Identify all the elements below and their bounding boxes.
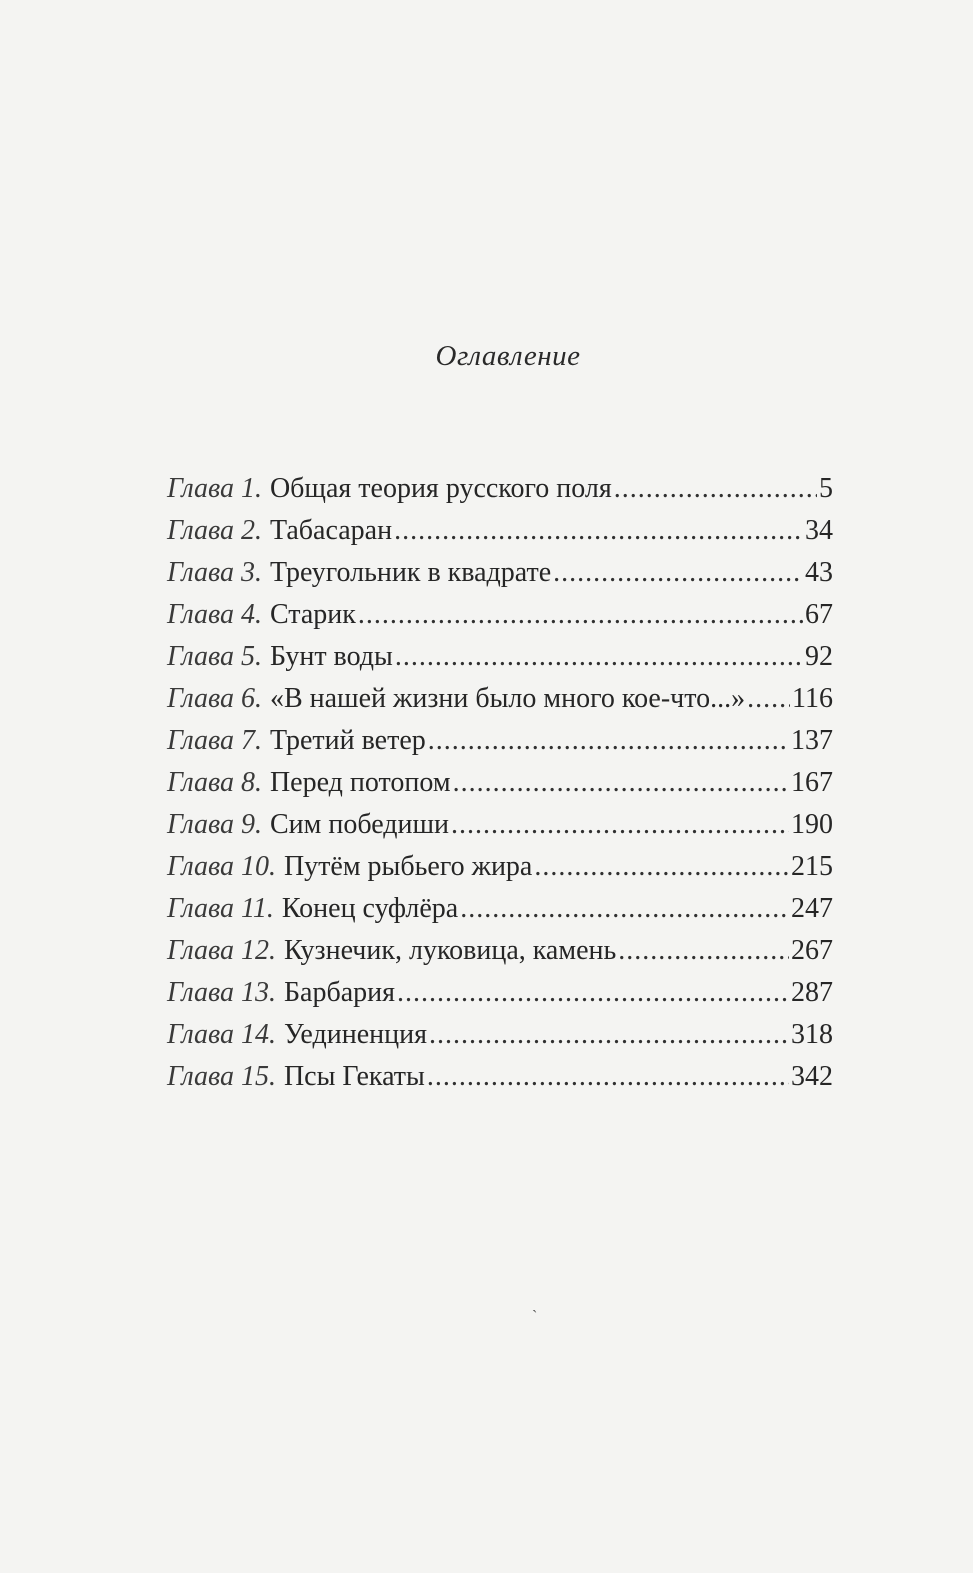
dot-leader	[451, 804, 789, 846]
chapter-label: Глава 7.	[167, 725, 262, 756]
chapter-title: Путём рыбьего жира	[283, 851, 533, 882]
chapter-title: Перед потопом	[269, 767, 451, 798]
dot-leader	[553, 552, 803, 594]
chapter-title: Третий ветер	[269, 725, 426, 756]
dot-leader	[453, 762, 789, 804]
chapter-title: Барбария	[283, 977, 395, 1008]
dot-leader	[428, 720, 789, 762]
toc-entry-13	[167, 972, 833, 1014]
page-number: 215	[791, 851, 833, 882]
chapter-title: Табасаран	[269, 515, 393, 546]
chapter-label: Глава 13.	[167, 977, 276, 1008]
chapter-label: Глава 6.	[167, 683, 262, 714]
page-number: 92	[805, 641, 833, 672]
chapter-label: Глава 15.	[167, 1061, 276, 1092]
chapter-title: «В нашей жизни было много кое-что...»	[269, 683, 746, 714]
page-number: 190	[791, 809, 833, 840]
page-number: 67	[805, 599, 833, 630]
toc-entry-7	[167, 720, 833, 762]
dot-leader	[618, 930, 789, 972]
page-number: 318	[791, 1019, 833, 1050]
toc-entry-14	[167, 1014, 833, 1056]
page-number: 167	[791, 767, 833, 798]
toc-entry-1	[167, 468, 833, 510]
toc-entry-5	[167, 636, 833, 678]
dot-leader	[614, 468, 817, 510]
chapter-title: Бунт воды	[269, 641, 393, 672]
dot-leader	[394, 510, 803, 552]
chapter-title: Конец суфлёра	[281, 893, 459, 924]
chapter-label: Глава 8.	[167, 767, 262, 798]
dot-leader	[427, 1056, 789, 1098]
toc-entry-2	[167, 510, 833, 552]
toc-entry-10	[167, 846, 833, 888]
chapter-label: Глава 3.	[167, 557, 262, 588]
dot-leader	[534, 846, 789, 888]
chapter-title: Сим победиши	[269, 809, 450, 840]
chapter-label: Глава 1.	[167, 473, 262, 504]
page-number: 43	[805, 557, 833, 588]
dot-leader	[747, 678, 790, 720]
dot-leader	[358, 594, 803, 636]
table-of-contents	[167, 468, 833, 1098]
chapter-label: Глава 5.	[167, 641, 262, 672]
chapter-label: Глава 14.	[167, 1019, 276, 1050]
page-number: 137	[791, 725, 833, 756]
page-number: 34	[805, 515, 833, 546]
stray-print-mark: ˎ	[532, 1296, 538, 1313]
toc-entry-3	[167, 552, 833, 594]
chapter-title: Кузнечик, луковица, камень	[283, 935, 617, 966]
page-number: 247	[791, 893, 833, 924]
toc-entry-15	[167, 1056, 833, 1098]
chapter-title: Общая теория русского поля	[269, 473, 612, 504]
chapter-label: Глава 9.	[167, 809, 262, 840]
page-number: 116	[792, 683, 833, 714]
chapter-title: Псы Гекаты	[283, 1061, 425, 1092]
page-number: 342	[791, 1061, 833, 1092]
chapter-label: Глава 10.	[167, 851, 276, 882]
chapter-title: Треугольник в квадрате	[269, 557, 552, 588]
chapter-title: Старик	[269, 599, 356, 630]
dot-leader	[395, 636, 803, 678]
toc-entry-8	[167, 762, 833, 804]
toc-entry-9	[167, 804, 833, 846]
page-number: 267	[791, 935, 833, 966]
dot-leader	[460, 888, 789, 930]
chapter-label: Глава 11.	[167, 893, 274, 924]
chapter-label: Глава 2.	[167, 515, 262, 546]
chapter-label: Глава 12.	[167, 935, 276, 966]
toc-entry-12	[167, 930, 833, 972]
chapter-label: Глава 4.	[167, 599, 262, 630]
toc-entry-11	[167, 888, 833, 930]
dot-leader	[397, 972, 789, 1014]
page-number: 287	[791, 977, 833, 1008]
chapter-title: Уединенция	[283, 1019, 427, 1050]
toc-heading: Оглавление	[435, 340, 581, 372]
toc-entry-4	[167, 594, 833, 636]
toc-entry-6	[167, 678, 833, 720]
dot-leader	[429, 1014, 789, 1056]
page-number: 5	[819, 473, 833, 504]
